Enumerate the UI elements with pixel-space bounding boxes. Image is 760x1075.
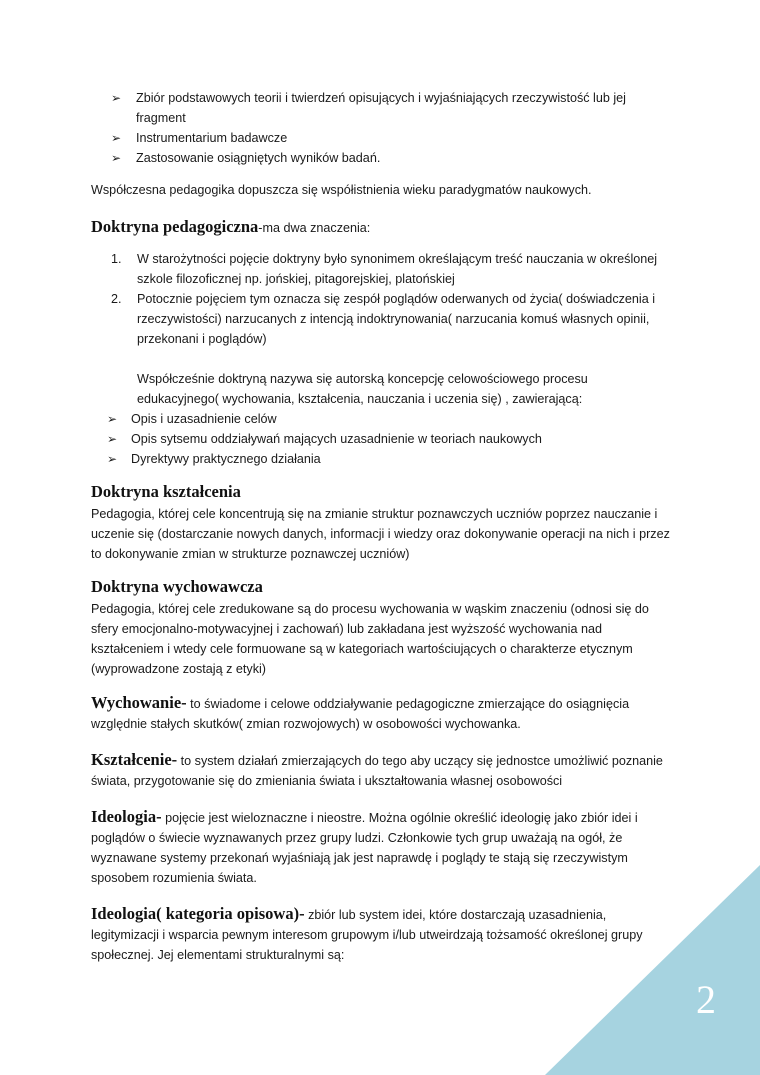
list-item: ➢ Dyrektywy praktycznego działania	[91, 449, 671, 469]
list-item: ➢ Opis sytsemu oddziaływań mających uzasadnienie w teoriach naukowych	[91, 429, 671, 449]
list-item: ➢ Zastosowanie osiągniętych wyników badań.	[91, 148, 671, 168]
arrow-bullet-icon: ➢	[107, 452, 118, 466]
arrow-bullet-icon: ➢	[107, 412, 118, 426]
corner-triangle-decoration	[545, 865, 760, 1075]
doktryna-pedagogiczna-heading: Doktryna pedagogiczna-ma dwa znaczenia:	[91, 217, 371, 236]
doktryna-ksztalcenia-text: Pedagogia, której cele koncentrują się na zmianie struktur poznawczych uczniów poprzez nauczanie i uczenie się (dostarczanie nowych danych, informacji i wiedzy oraz dokonywanie operacji na nich i przez to dokonywanie zmian w strukturze poznawczej uczniów)	[91, 507, 670, 561]
list-item: 1. W starożytności pojęcie doktryny było synonimem określającym treść nauczania w określonej szkole filozoficznej np. jońskiej, pitagorejskiej, platońskiej	[111, 252, 658, 286]
page-number: 2	[696, 977, 716, 1022]
doktryna-ksztalcenia-heading: Doktryna kształcenia	[91, 482, 241, 501]
doktryna-contemporary-paragraph: Współcześnie doktryną nazywa się autorską koncepcję celowościowego procesu edukacyjnego( wychowania, kształcenia, nauczania i uczenia się) , zawierającą:	[137, 372, 588, 406]
ideologia-opisowa-definition: Ideologia( kategoria opisowa)- zbiór lub system idei, które dostarczają uzasadnienia, legitymizacji i wsparcia pewnym interesom grupowym i/lub utweirdzają tożsamość określonej grupy społecznej. Jej elementami strukturalnymi są:	[91, 904, 643, 962]
corner-triangle-shape	[545, 865, 760, 1075]
wychowanie-definition: Wychowanie- to świadome i celowe oddziaływanie pedagogiczne zmierzające do osiągnięcia względnie stałych skutków( zmian rozwojowych) w osobowości wychowanka.	[91, 693, 630, 731]
arrow-bullet-icon: ➢	[111, 151, 122, 165]
list-item: ➢ Zbiór podstawowych teorii i twierdzeń opisujących i wyjaśniających rzeczywistość lub jej fragment	[91, 88, 671, 128]
doktryna-bullet-list	[91, 409, 671, 469]
doktryna-wychowawcza-text: Pedagogia, której cele zredukowane są do procesu wychowania w wąskim znaczeniu (odnosi się do sfery emocjonalno-motywacyjnej i zachowań) lub zakładana jest wyższość wychowania nad kształceniem i wtedy cele formuowane są w kategoriach wartościujących o charakterze etycznym (wyprowadzone zostają z etyki)	[91, 602, 649, 676]
ksztalcenie-definition: Kształcenie- to system działań zmierzających do tego aby uczący się jednostce umożliwić poznanie świata, przygotowanie się do zmieniania świata i ukształtowania własnej osobowości	[91, 750, 663, 788]
intro-bullet-list	[91, 88, 671, 168]
list-item: ➢ Opis i uzasadnienie celów	[91, 409, 671, 429]
document-page	[91, 88, 671, 965]
arrow-bullet-icon: ➢	[111, 131, 122, 145]
doktryna-wychowawcza-heading: Doktryna wychowawcza	[91, 577, 263, 596]
doktryna-numbered-list	[91, 249, 671, 349]
arrow-bullet-icon: ➢	[111, 91, 122, 105]
ideologia-definition: Ideologia- pojęcie jest wieloznaczne i nieostre. Można ogólnie określić ideologię jako zbiór idei i poglądów o świecie wyznawanych przez grupy ludzi. Członkowie tych grup uważają na ogół, że wyznawane systemy przekonań wyjaśniają jak jest naprawdę i poglądy te stają się rzeczywistym sposobem rozumienia świata.	[91, 807, 638, 885]
list-item: 2. Potocznie pojęciem tym oznacza się zespół poglądów oderwanych od życia( doświadczenia i rzeczywistości) narzucanych z intencją indoktrynowania( narzucania komuś własnych opinii, przekonani i poglądów)	[111, 292, 656, 346]
arrow-bullet-icon: ➢	[107, 432, 118, 446]
intro-paragraph: Współczesna pedagogika dopuszcza się współistnienia wieku paradygmatów naukowych.	[91, 183, 592, 197]
list-item: ➢ Instrumentarium badawcze	[91, 128, 671, 148]
